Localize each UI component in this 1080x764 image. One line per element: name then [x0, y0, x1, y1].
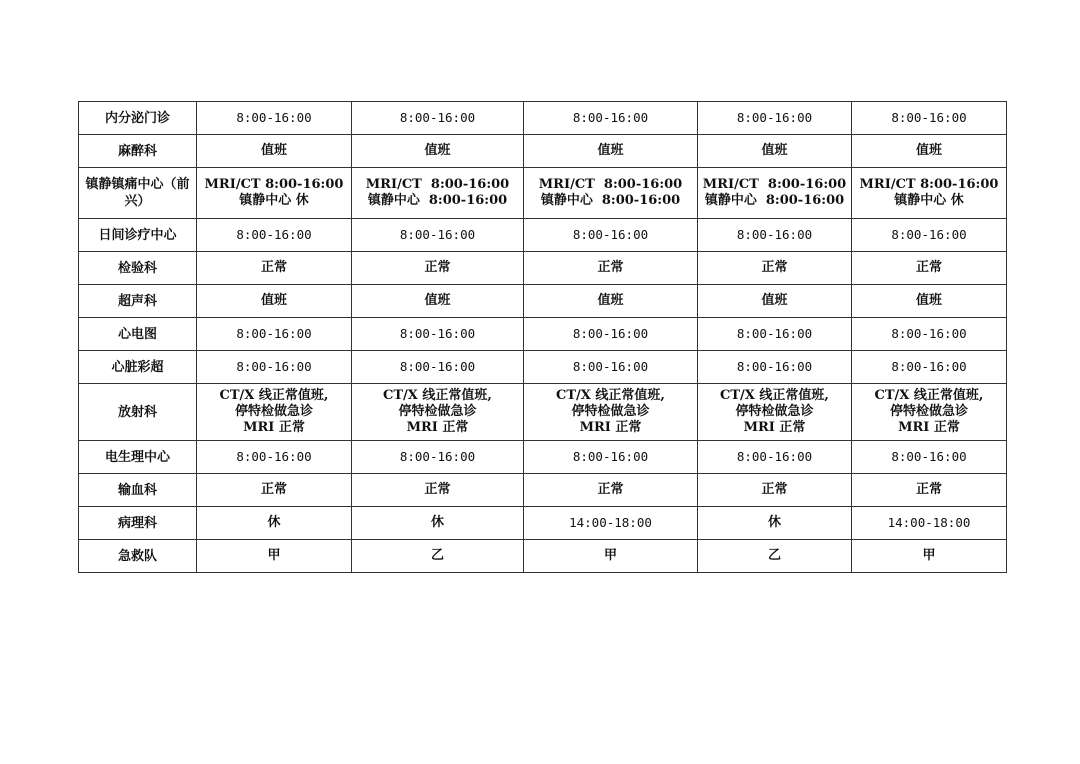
- table-row: [79, 540, 1007, 573]
- schedule-cell-line: 8:00-16:00: [399, 227, 476, 242]
- schedule-cell: [698, 474, 852, 507]
- schedule-cell: [197, 384, 352, 441]
- schedule-cell: [852, 219, 1007, 252]
- schedule-cell-line: 正常: [915, 260, 942, 275]
- table-row: [79, 351, 1007, 384]
- schedule-cell-line: 镇静中心 休: [239, 193, 309, 208]
- schedule-cell-line: 8:00-16:00: [736, 449, 813, 464]
- schedule-cell-line: CT/X 线正常值班,: [219, 388, 329, 403]
- schedule-body: [79, 102, 1007, 573]
- schedule-cell: [852, 285, 1007, 318]
- schedule-cell-line: 正常: [597, 482, 624, 497]
- schedule-cell-line: MRI 正常: [898, 420, 960, 435]
- schedule-cell: [524, 219, 698, 252]
- schedule-cell: [698, 252, 852, 285]
- schedule-cell-line: MRI/CT 8:00-16:00: [702, 177, 847, 192]
- schedule-cell-line: 14:00-18:00: [887, 515, 971, 530]
- schedule-cell-line: 值班: [597, 143, 624, 158]
- schedule-cell-line: 停特检做急诊: [234, 404, 313, 419]
- schedule-cell-line: CT/X 线正常值班,: [720, 388, 829, 403]
- schedule-cell: [698, 168, 852, 219]
- schedule-cell-line: 值班: [761, 293, 788, 308]
- schedule-cell-line: 8:00-16:00: [236, 110, 312, 125]
- schedule-cell-line: 正常: [761, 482, 788, 497]
- schedule-cell: [698, 219, 852, 252]
- schedule-cell: [197, 102, 352, 135]
- schedule-cell: [852, 102, 1007, 135]
- schedule-cell: [524, 507, 698, 540]
- schedule-cell: [852, 318, 1007, 351]
- schedule-cell-line: 乙: [767, 548, 781, 563]
- schedule-cell-line: 8:00-16:00: [572, 110, 649, 125]
- schedule-cell: [524, 252, 698, 285]
- schedule-cell-line: 休: [430, 515, 444, 530]
- department-name-cell: 心电图: [79, 318, 197, 351]
- schedule-cell-line: 镇静中心 8:00-16:00: [704, 193, 845, 208]
- department-name-cell: 电生理中心: [79, 441, 197, 474]
- schedule-cell-line: 8:00-16:00: [236, 359, 312, 374]
- schedule-cell-line: MRI 正常: [243, 420, 305, 435]
- schedule-cell-line: MRI/CT 8:00-16:00: [538, 177, 683, 192]
- table-row: [79, 441, 1007, 474]
- department-name-cell: 输血科: [79, 474, 197, 507]
- department-name-cell: 检验科: [79, 252, 197, 285]
- schedule-cell: [524, 285, 698, 318]
- schedule-cell: [524, 318, 698, 351]
- schedule-cell-line: 8:00-16:00: [736, 326, 813, 341]
- schedule-cell-line: 停特检做急诊: [735, 404, 814, 419]
- schedule-cell: [352, 507, 524, 540]
- department-name-cell: 日间诊疗中心: [79, 219, 197, 252]
- schedule-cell-line: 甲: [922, 548, 936, 563]
- schedule-cell: [197, 351, 352, 384]
- table-row: [79, 252, 1007, 285]
- schedule-cell: [352, 540, 524, 573]
- schedule-cell: [524, 135, 698, 168]
- schedule-cell: [698, 507, 852, 540]
- table-row: [79, 318, 1007, 351]
- schedule-cell-line: 正常: [260, 482, 287, 497]
- schedule-cell: [852, 351, 1007, 384]
- schedule-cell: [524, 351, 698, 384]
- schedule-cell-line: 值班: [915, 293, 942, 308]
- schedule-cell: [698, 384, 852, 441]
- table-row: [79, 285, 1007, 318]
- schedule-cell-line: 8:00-16:00: [736, 110, 813, 125]
- schedule-cell-line: 正常: [424, 260, 451, 275]
- schedule-cell-line: 8:00-16:00: [399, 359, 476, 374]
- department-name-cell: 急救队: [79, 540, 197, 573]
- schedule-cell-line: 甲: [603, 548, 617, 563]
- schedule-cell-line: 8:00-16:00: [572, 326, 649, 341]
- schedule-cell: [352, 441, 524, 474]
- schedule-cell: [524, 168, 698, 219]
- schedule-cell-line: MRI/CT 8:00-16:00: [859, 177, 999, 192]
- schedule-cell-line: 8:00-16:00: [891, 359, 967, 374]
- schedule-cell-line: 停特检做急诊: [571, 404, 650, 419]
- schedule-cell-line: 8:00-16:00: [572, 359, 649, 374]
- table-row: [79, 507, 1007, 540]
- schedule-cell-line: MRI 正常: [406, 420, 469, 435]
- schedule-cell: [698, 102, 852, 135]
- schedule-cell-line: 8:00-16:00: [572, 449, 649, 464]
- schedule-cell: [698, 441, 852, 474]
- schedule-cell-line: 8:00-16:00: [236, 227, 312, 242]
- schedule-cell: [524, 474, 698, 507]
- schedule-cell-line: 休: [767, 515, 781, 530]
- schedule-cell: [852, 252, 1007, 285]
- department-name-cell: 超声科: [79, 285, 197, 318]
- schedule-cell-line: 镇静中心 休: [894, 193, 964, 208]
- schedule-cell-line: 8:00-16:00: [572, 227, 649, 242]
- schedule-cell-line: 值班: [761, 143, 788, 158]
- schedule-cell: [698, 351, 852, 384]
- schedule-cell: [524, 384, 698, 441]
- schedule-cell-line: 8:00-16:00: [399, 326, 476, 341]
- table-row: [79, 168, 1007, 219]
- table-row: [79, 219, 1007, 252]
- schedule-cell: [352, 318, 524, 351]
- schedule-cell-line: 8:00-16:00: [736, 227, 813, 242]
- schedule-cell-line: CT/X 线正常值班,: [383, 388, 492, 403]
- table-row: [79, 474, 1007, 507]
- schedule-cell-line: 停特检做急诊: [398, 404, 477, 419]
- schedule-cell: [698, 285, 852, 318]
- department-name-cell: 病理科: [79, 507, 197, 540]
- department-name-cell: 内分泌门诊: [79, 102, 197, 135]
- schedule-cell-line: MRI 正常: [743, 420, 806, 435]
- schedule-cell: [352, 384, 524, 441]
- schedule-cell-line: 正常: [597, 260, 624, 275]
- schedule-cell: [352, 135, 524, 168]
- schedule-cell: [524, 540, 698, 573]
- schedule-cell: [197, 285, 352, 318]
- schedule-cell-line: CT/X 线正常值班,: [556, 388, 665, 403]
- schedule-cell-line: MRI/CT 8:00-16:00: [365, 177, 510, 192]
- schedule-cell-line: 8:00-16:00: [399, 449, 476, 464]
- schedule-cell: [197, 540, 352, 573]
- schedule-cell-line: MRI/CT 8:00-16:00: [204, 177, 344, 192]
- schedule-cell-line: 正常: [260, 260, 287, 275]
- department-name-cell: 心脏彩超: [79, 351, 197, 384]
- schedule-cell-line: CT/X 线正常值班,: [874, 388, 984, 403]
- schedule-cell: [352, 102, 524, 135]
- schedule-cell: [352, 285, 524, 318]
- schedule-cell-line: 正常: [915, 482, 942, 497]
- schedule-cell: [352, 168, 524, 219]
- schedule-cell-line: 值班: [915, 143, 942, 158]
- schedule-cell: [852, 168, 1007, 219]
- schedule-cell: [352, 351, 524, 384]
- schedule-cell: [197, 318, 352, 351]
- schedule-cell-line: 8:00-16:00: [891, 326, 967, 341]
- schedule-cell: [197, 507, 352, 540]
- schedule-cell: [197, 474, 352, 507]
- schedule-cell-line: 值班: [260, 293, 287, 308]
- department-schedule-table: [78, 101, 1007, 573]
- schedule-cell-line: 8:00-16:00: [891, 110, 967, 125]
- schedule-cell: [852, 384, 1007, 441]
- schedule-cell: [698, 318, 852, 351]
- schedule-cell: [197, 252, 352, 285]
- table-row: [79, 102, 1007, 135]
- schedule-cell-line: 值班: [260, 143, 287, 158]
- table-row: [79, 384, 1007, 441]
- schedule-cell: [352, 474, 524, 507]
- schedule-cell-line: 值班: [597, 293, 624, 308]
- schedule-cell: [524, 441, 698, 474]
- schedule-cell-line: 乙: [430, 548, 444, 563]
- schedule-cell-line: 14:00-18:00: [569, 515, 652, 530]
- schedule-cell-line: 8:00-16:00: [399, 110, 476, 125]
- schedule-cell: [698, 135, 852, 168]
- schedule-cell-line: MRI 正常: [579, 420, 642, 435]
- schedule-cell-line: 镇静中心 8:00-16:00: [540, 193, 681, 208]
- department-name-cell: 麻醉科: [79, 135, 197, 168]
- schedule-cell-line: 正常: [761, 260, 788, 275]
- schedule-cell-line: 8:00-16:00: [736, 359, 813, 374]
- schedule-cell-line: 休: [267, 515, 281, 530]
- schedule-cell-line: 镇静中心 8:00-16:00: [367, 193, 508, 208]
- schedule-cell: [852, 474, 1007, 507]
- schedule-cell-line: 停特检做急诊: [889, 404, 968, 419]
- schedule-cell: [852, 135, 1007, 168]
- schedule-cell: [197, 441, 352, 474]
- schedule-cell: [352, 219, 524, 252]
- schedule-cell-line: 值班: [424, 293, 451, 308]
- schedule-cell-line: 正常: [424, 482, 451, 497]
- schedule-cell-line: 8:00-16:00: [891, 227, 967, 242]
- schedule-cell-line: 8:00-16:00: [236, 449, 312, 464]
- schedule-cell: [197, 135, 352, 168]
- schedule-cell-line: 甲: [267, 548, 281, 563]
- schedule-cell: [698, 540, 852, 573]
- schedule-cell-line: 8:00-16:00: [236, 326, 312, 341]
- schedule-cell: [524, 102, 698, 135]
- schedule-cell: [852, 441, 1007, 474]
- department-name-cell: 放射科: [79, 384, 197, 441]
- schedule-cell-line: 值班: [424, 143, 451, 158]
- schedule-cell: [197, 219, 352, 252]
- schedule-cell: [852, 540, 1007, 573]
- table-row: [79, 135, 1007, 168]
- schedule-cell-line: 8:00-16:00: [891, 449, 967, 464]
- schedule-cell: [197, 168, 352, 219]
- department-name-cell: 镇静镇痛中心（前兴）: [79, 168, 197, 219]
- schedule-cell: [352, 252, 524, 285]
- schedule-cell: [852, 507, 1007, 540]
